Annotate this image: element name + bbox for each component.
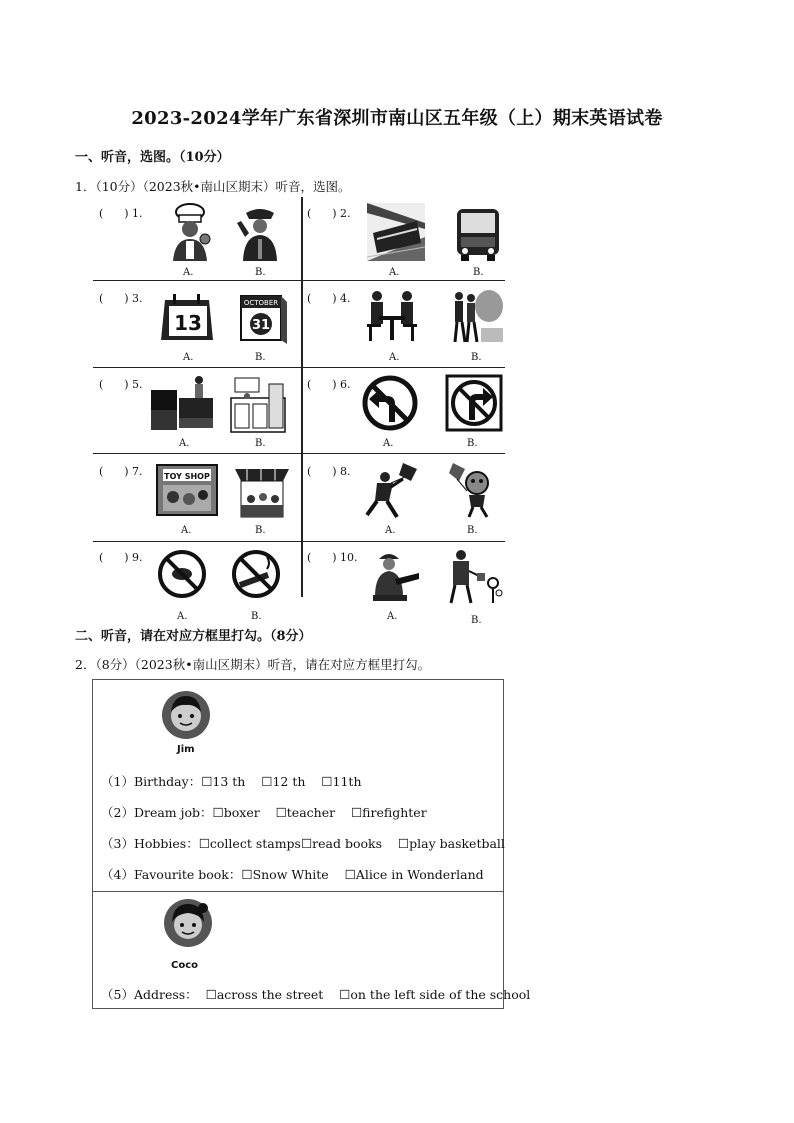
- svg-text:31: 31: [251, 318, 271, 333]
- item-number: ( ) 10.: [307, 551, 358, 564]
- listening-item-3: [93, 286, 301, 366]
- listening-item-10: [301, 545, 509, 625]
- coco-name: Coco: [171, 960, 199, 971]
- answer-line-5: （5）Address： ☐across the street ☐on the left side of the school: [101, 987, 531, 1002]
- listening-item-6: [301, 372, 509, 452]
- svg-text:OCTOBER: OCTOBER: [243, 299, 279, 307]
- living-room-icon: [149, 374, 215, 434]
- table-divider: [93, 891, 503, 892]
- firefighter-icon: [365, 547, 423, 607]
- toy-shop-icon: [155, 461, 219, 521]
- no-eating-icon: [153, 547, 211, 607]
- item-number: ( ) 3.: [99, 292, 143, 305]
- listening-item-1: [93, 201, 301, 281]
- gardener-watering-icon: [441, 547, 503, 607]
- question-1-text: 1．（10分）（2023秋•南山区期末）听音，选图。: [75, 179, 351, 194]
- option-b-label: B.: [473, 267, 484, 278]
- calendar-october-31-icon: [233, 288, 291, 348]
- answer-line-4: （4）Favourite book：☐Snow White ☐Alice in Wonderland: [101, 867, 484, 882]
- calendar-13-icon: [157, 288, 215, 348]
- policeman-icon: [231, 203, 289, 263]
- picture-grid: [93, 197, 509, 626]
- item-number: ( ) 9.: [99, 551, 143, 564]
- option-b-label: B.: [251, 611, 262, 622]
- option-b-label: B.: [255, 352, 266, 363]
- option-b-label: B.: [471, 615, 482, 626]
- page-title: 2023-2024学年广东省深圳市南山区五年级（上）期末英语试卷: [131, 108, 663, 129]
- listening-item-5: [93, 372, 301, 452]
- child-with-kite-icon: [445, 461, 503, 521]
- bus-icon: [449, 203, 507, 263]
- toy-shop-sign: TOY SHOP: [164, 472, 210, 481]
- person-flying-kite-icon: [363, 461, 421, 521]
- answer-table: [92, 679, 531, 1009]
- listening-item-8: [301, 459, 509, 539]
- coco-avatar-icon: [163, 898, 213, 948]
- option-a-label: A.: [177, 611, 188, 622]
- jim-name: Jim: [177, 744, 195, 755]
- option-a-label: A.: [387, 611, 398, 622]
- answer-line-3: （3）Hobbies：☐collect stamps☐read books ☐play basketball: [101, 836, 505, 851]
- option-a-label: A.: [389, 267, 400, 278]
- people-walking-park-icon: [445, 288, 503, 348]
- option-b-label: B.: [467, 525, 478, 536]
- option-b-label: B.: [467, 438, 478, 449]
- no-right-turn-icon: [445, 374, 503, 434]
- item-number: ( ) 1.: [99, 207, 143, 220]
- listening-item-2: [301, 201, 509, 281]
- no-smoking-icon: [227, 547, 285, 607]
- option-b-label: B.: [255, 525, 266, 536]
- option-a-label: A.: [183, 352, 194, 363]
- section-2-heading: 二、听音，请在对应方框里打勾。（8分）: [75, 629, 312, 644]
- train-station-icon: [367, 203, 425, 263]
- option-a-label: A.: [385, 525, 396, 536]
- jim-avatar-icon: [161, 690, 211, 740]
- kitchen-icon: [229, 374, 287, 434]
- svg-text:13: 13: [174, 311, 202, 335]
- no-left-turn-icon: [361, 374, 419, 434]
- listening-item-7: [93, 459, 301, 539]
- item-number: ( ) 2.: [307, 207, 351, 220]
- item-number: ( ) 7.: [99, 465, 143, 478]
- people-at-table-icon: [363, 288, 421, 348]
- item-number: ( ) 6.: [307, 378, 351, 391]
- listening-item-9: [93, 545, 301, 625]
- option-a-label: A.: [183, 267, 194, 278]
- listening-item-4: [301, 286, 509, 366]
- option-b-label: B.: [471, 352, 482, 363]
- option-b-label: B.: [255, 438, 266, 449]
- flower-shop-icon: [233, 461, 291, 521]
- option-a-label: A.: [179, 438, 190, 449]
- question-2-text: 2．（8分）（2023秋•南山区期末）听音，请在对应方框里打勾。: [75, 657, 431, 672]
- item-number: ( ) 4.: [307, 292, 351, 305]
- answer-line-2: （2）Dream job：☐boxer ☐teacher ☐firefighter: [101, 805, 427, 820]
- answer-line-1: （1）Birthday：☐13 th ☐12 th ☐11th: [101, 774, 362, 789]
- option-a-label: A.: [389, 352, 400, 363]
- option-a-label: A.: [181, 525, 192, 536]
- item-number: ( ) 8.: [307, 465, 351, 478]
- item-number: ( ) 5.: [99, 378, 143, 391]
- chef-icon: [161, 203, 219, 263]
- section-1-heading: 一、听音，选图。（10分）: [75, 150, 230, 165]
- option-b-label: B.: [255, 267, 266, 278]
- option-a-label: A.: [383, 438, 394, 449]
